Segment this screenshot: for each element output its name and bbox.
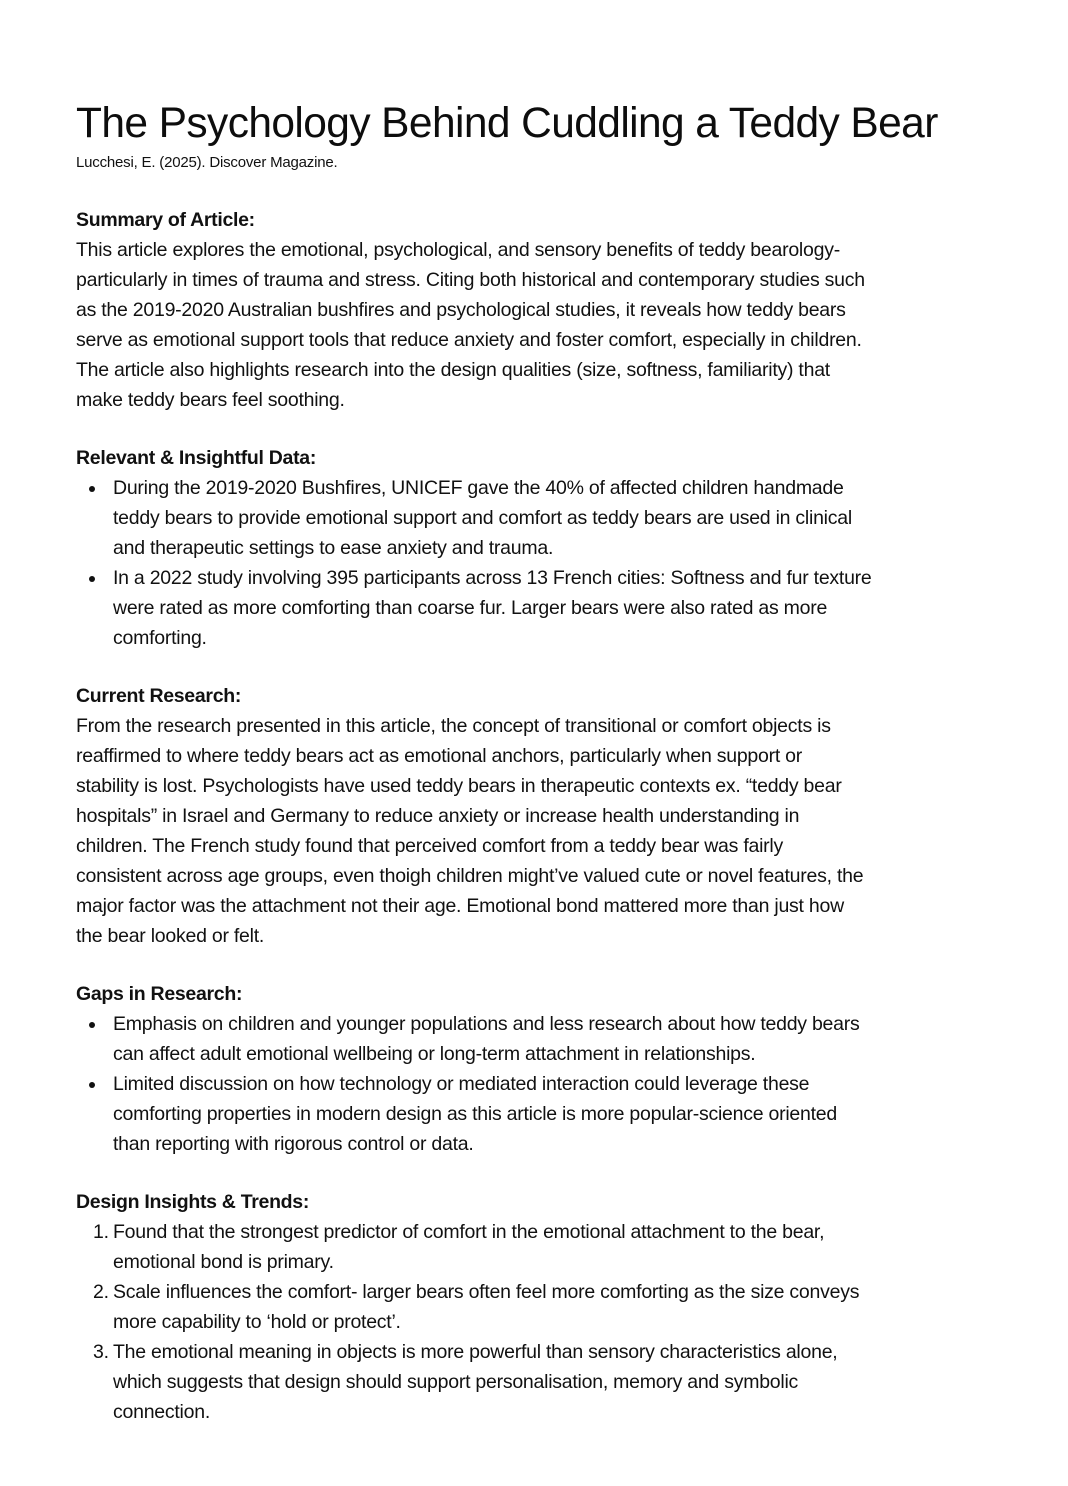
gaps-bullet-list	[76, 1009, 1006, 1159]
bullet-icon	[89, 486, 95, 492]
data-section	[76, 443, 1006, 653]
summary-section	[76, 205, 1006, 415]
list-item-line: which suggests that design should support personalisation, memory and symbolic	[113, 1371, 799, 1393]
current-research-heading: Current Research:	[76, 685, 242, 707]
paragraph-line: children. The French study found that perceived comfort from a teddy bear was fairly	[76, 835, 783, 857]
summary-line: The article also highlights research into the design qualities (size, softness, familiarity) that	[76, 359, 830, 381]
list-item-line: During the 2019-2020 Bushfires, UNICEF gave the 40% of affected children handmade	[113, 477, 844, 499]
list-item-line: The emotional meaning in objects is more powerful than sensory characteristics alone,	[113, 1341, 838, 1363]
list-item-line: and therapeutic settings to ease anxiety and trauma.	[113, 537, 554, 559]
paragraph-line: reaffirmed to where teddy bears act as emotional anchors, particularly when support or	[76, 745, 803, 767]
list-item	[76, 1217, 1006, 1277]
list-item-line: teddy bears to provide emotional support and comfort as teddy bears are used in clinical	[113, 507, 852, 529]
gaps-section	[76, 979, 1006, 1159]
paragraph-line: stability is lost. Psychologists have used teddy bears in therapeutic contexts ex. “teddy bear	[76, 775, 842, 797]
design-insights-heading: Design Insights & Trends:	[76, 1191, 310, 1213]
list-item	[76, 473, 1006, 563]
summary-line: particularly in times of trauma and stress. Citing both historical and contemporary studies such	[76, 269, 865, 291]
data-bullet-list	[76, 473, 1006, 653]
paragraph-line: the bear looked or felt.	[76, 925, 265, 947]
summary-line: make teddy bears feel soothing.	[76, 389, 345, 411]
list-number: 1.	[93, 1221, 109, 1243]
list-item-line: were rated as more comforting than coarse fur. Larger bears were also rated as more	[113, 597, 828, 619]
list-item-line: connection.	[113, 1401, 210, 1423]
list-item-line: emotional bond is primary.	[113, 1251, 334, 1273]
list-item-line: comforting properties in modern design as this article is more popular-science oriented	[113, 1103, 837, 1125]
gaps-heading: Gaps in Research:	[76, 983, 243, 1005]
data-heading: Relevant & Insightful Data:	[76, 447, 317, 469]
list-item	[76, 1277, 1006, 1337]
list-item-line: can affect adult emotional wellbeing or long-term attachment in relationships.	[113, 1043, 756, 1065]
summary-paragraph	[76, 235, 1006, 415]
list-item-line: Limited discussion on how technology or mediated interaction could leverage these	[113, 1073, 810, 1095]
list-item	[76, 1069, 1006, 1159]
paragraph-line: From the research presented in this article, the concept of transitional or comfort objects is	[76, 715, 831, 737]
design-insights-numbered-list	[76, 1217, 1006, 1427]
list-item-line: than reporting with rigorous control or data.	[113, 1133, 474, 1155]
design-insights-section	[76, 1187, 1006, 1427]
bullet-icon	[89, 1082, 95, 1088]
document-title: The Psychology Behind Cuddling a Teddy Bear	[76, 100, 938, 147]
list-item-line: Found that the strongest predictor of comfort in the emotional attachment to the bear,	[113, 1221, 825, 1243]
bullet-icon	[89, 576, 95, 582]
summary-line: serve as emotional support tools that reduce anxiety and foster comfort, especially in children.	[76, 329, 862, 351]
list-item-line: In a 2022 study involving 395 participants across 13 French cities: Softness and fur texture	[113, 567, 872, 589]
list-item-line: Scale influences the comfort- larger bears often feel more comforting as the size conveys	[113, 1281, 860, 1303]
summary-heading: Summary of Article:	[76, 209, 255, 231]
paragraph-line: consistent across age groups, even thoigh children might’ve valued cute or novel features, the	[76, 865, 864, 887]
citation: Lucchesi, E. (2025). Discover Magazine.	[76, 154, 338, 171]
summary-line: This article explores the emotional, psychological, and sensory benefits of teddy bearology-	[76, 239, 840, 261]
document-page	[76, 98, 1006, 1427]
list-number: 2.	[93, 1281, 109, 1303]
list-item-line: more capability to ‘hold or protect’.	[113, 1311, 401, 1333]
current-research-paragraph	[76, 711, 1006, 951]
list-item	[76, 563, 1006, 653]
list-item	[76, 1009, 1006, 1069]
paragraph-line: major factor was the attachment not their age. Emotional bond mattered more than just how	[76, 895, 844, 917]
list-item-line: comforting.	[113, 627, 207, 649]
paragraph-line: hospitals” in Israel and Germany to reduce anxiety or increase health understanding in	[76, 805, 800, 827]
list-item-line: Emphasis on children and younger populations and less research about how teddy bears	[113, 1013, 860, 1035]
current-research-section	[76, 681, 1006, 951]
list-number: 3.	[93, 1341, 109, 1363]
list-item	[76, 1337, 1006, 1427]
summary-line: as the 2019-2020 Australian bushfires and psychological studies, it reveals how teddy bears	[76, 299, 846, 321]
bullet-icon	[89, 1022, 95, 1028]
